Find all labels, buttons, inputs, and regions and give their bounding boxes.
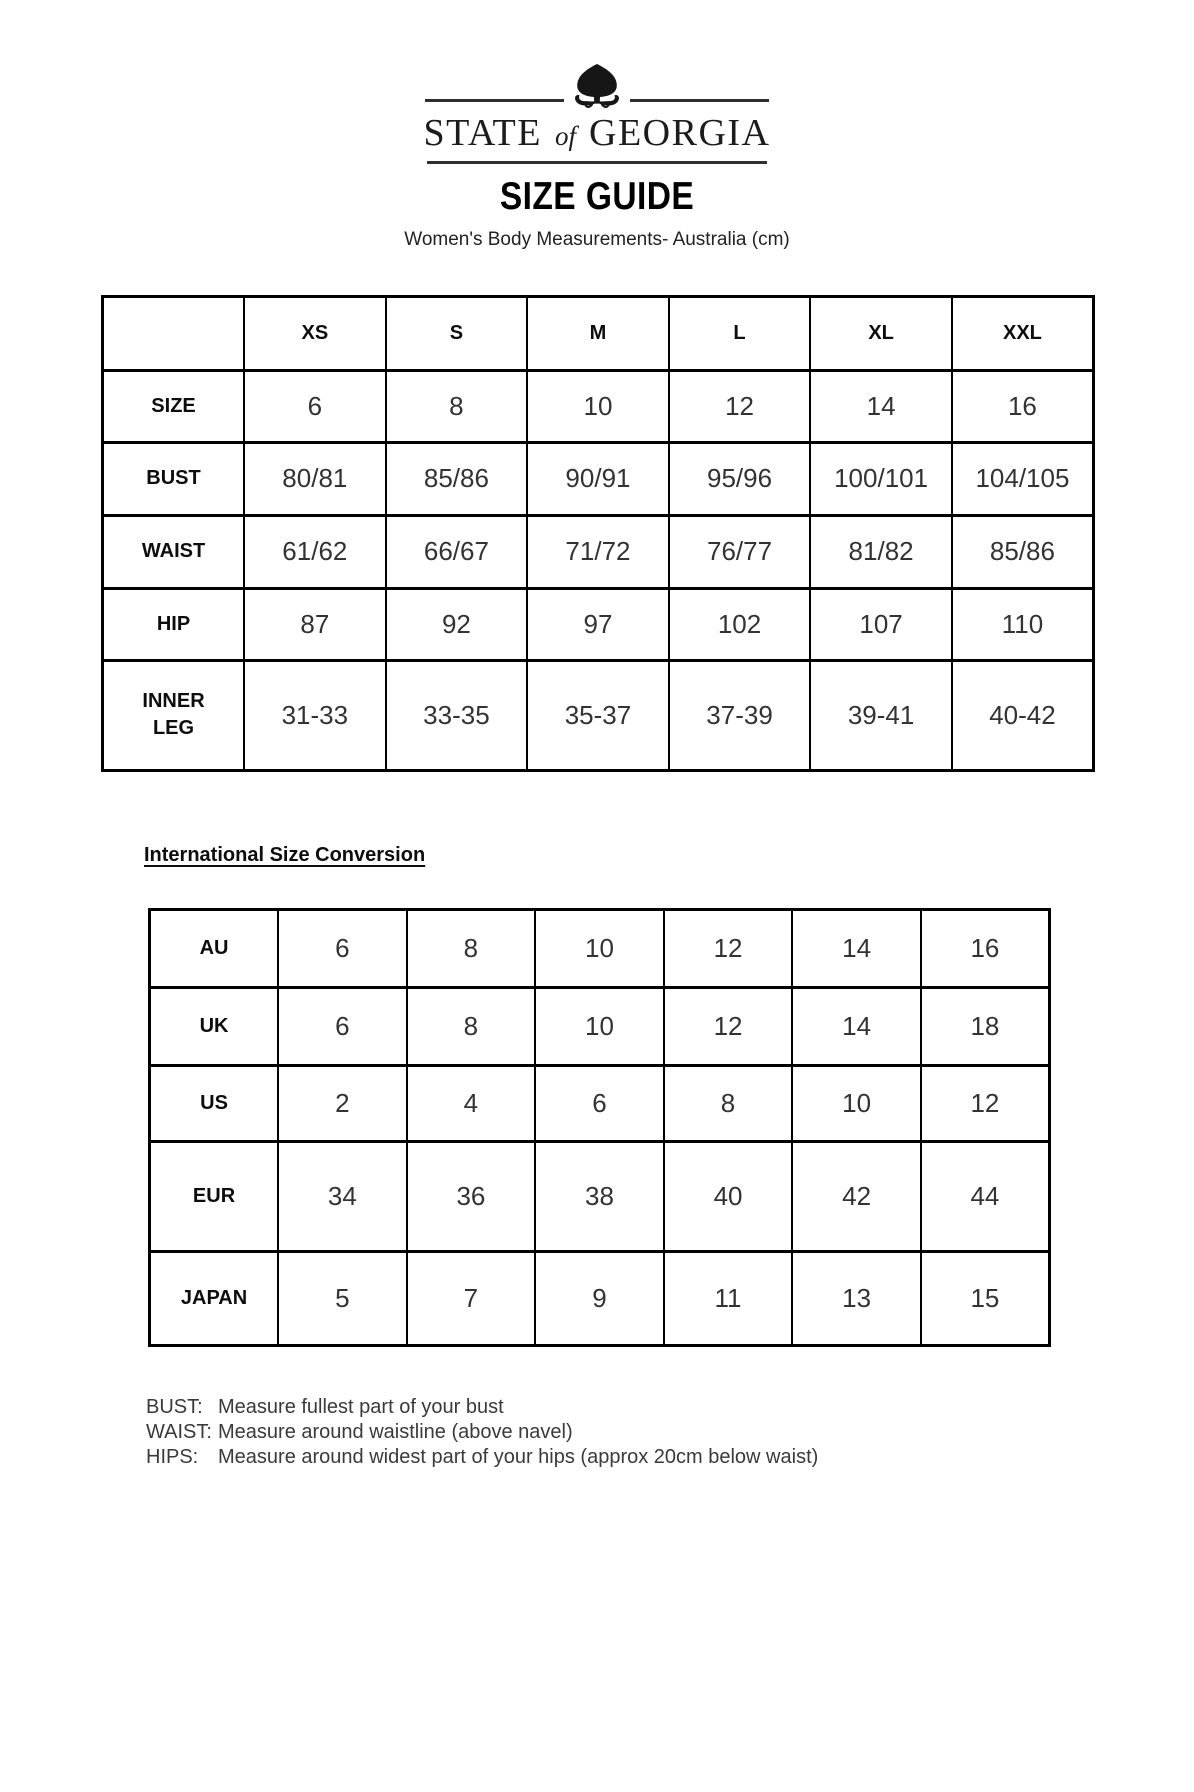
note-waist bbox=[146, 1420, 1194, 1445]
cell: 61/62 bbox=[244, 515, 386, 588]
cell: 95/96 bbox=[669, 442, 811, 515]
cell: 14 bbox=[792, 987, 921, 1065]
note-hips-label: HIPS: bbox=[146, 1445, 199, 1468]
brand-name-of: of bbox=[554, 121, 576, 151]
header-cell-l: L bbox=[669, 296, 811, 370]
note-hips-text: Measure around widest part of your hips (approx 20cm below waist) bbox=[218, 1445, 819, 1468]
cell: 18 bbox=[921, 987, 1050, 1065]
cell: 12 bbox=[669, 370, 811, 442]
cell: 110 bbox=[952, 588, 1094, 660]
cell: 8 bbox=[407, 987, 536, 1065]
row-label-eur: EUR bbox=[150, 1141, 279, 1251]
measurement-notes bbox=[146, 1395, 1194, 1470]
cell: 35-37 bbox=[527, 660, 669, 770]
cell: 5 bbox=[278, 1251, 407, 1345]
cell: 7 bbox=[407, 1251, 536, 1345]
cell: 34 bbox=[278, 1141, 407, 1251]
cell: 10 bbox=[527, 370, 669, 442]
logo-left-rule bbox=[425, 99, 564, 102]
cell: 6 bbox=[278, 909, 407, 987]
row-inner-leg bbox=[103, 660, 1094, 770]
cell: 85/86 bbox=[952, 515, 1094, 588]
cell: 92 bbox=[386, 588, 528, 660]
brand-logo bbox=[0, 0, 1194, 164]
cell: 9 bbox=[535, 1251, 664, 1345]
row-waist bbox=[103, 515, 1094, 588]
cell: 2 bbox=[278, 1065, 407, 1141]
cell: 10 bbox=[792, 1065, 921, 1141]
row-label-japan: JAPAN bbox=[150, 1251, 279, 1345]
row-label-hip: HIP bbox=[103, 588, 245, 660]
cell: 97 bbox=[527, 588, 669, 660]
cell: 107 bbox=[810, 588, 952, 660]
cell: 87 bbox=[244, 588, 386, 660]
cell: 6 bbox=[244, 370, 386, 442]
cell: 14 bbox=[792, 909, 921, 987]
page-title: SIZE GUIDE bbox=[499, 175, 695, 218]
header-cell-xl: XL bbox=[810, 296, 952, 370]
cell: 16 bbox=[921, 909, 1050, 987]
cell: 6 bbox=[278, 987, 407, 1065]
header-cell-empty bbox=[103, 296, 245, 370]
header-cell-m: M bbox=[527, 296, 669, 370]
brand-name-state: STATE bbox=[423, 112, 542, 154]
cell: 4 bbox=[407, 1065, 536, 1141]
cell: 66/67 bbox=[386, 515, 528, 588]
cell: 85/86 bbox=[386, 442, 528, 515]
conversion-table bbox=[148, 908, 1051, 1347]
brand-name-georgia: GEORGIA bbox=[589, 112, 771, 154]
measurements-table bbox=[101, 295, 1095, 772]
row-label-us: US bbox=[150, 1065, 279, 1141]
row-eur bbox=[150, 1141, 1050, 1251]
cell: 81/82 bbox=[810, 515, 952, 588]
cell: 8 bbox=[664, 1065, 793, 1141]
row-uk bbox=[150, 987, 1050, 1065]
note-bust-text: Measure fullest part of your bust bbox=[218, 1395, 504, 1418]
row-size bbox=[103, 370, 1094, 442]
cell: 33-35 bbox=[386, 660, 528, 770]
cell: 38 bbox=[535, 1141, 664, 1251]
cell: 100/101 bbox=[810, 442, 952, 515]
cell: 6 bbox=[535, 1065, 664, 1141]
header-cell-xs: XS bbox=[244, 296, 386, 370]
cell: 14 bbox=[810, 370, 952, 442]
row-bust bbox=[103, 442, 1094, 515]
logo-underline-rule bbox=[427, 161, 767, 164]
row-label-size: SIZE bbox=[103, 370, 245, 442]
tree-icon bbox=[564, 62, 630, 109]
cell: 12 bbox=[921, 1065, 1050, 1141]
cell: 10 bbox=[535, 909, 664, 987]
cell: 16 bbox=[952, 370, 1094, 442]
cell: 39-41 bbox=[810, 660, 952, 770]
measurements-header-row bbox=[103, 296, 1094, 370]
note-waist-text: Measure around waistline (above navel) bbox=[218, 1420, 573, 1443]
cell: 40 bbox=[664, 1141, 793, 1251]
cell: 12 bbox=[664, 909, 793, 987]
note-hips bbox=[146, 1445, 1194, 1470]
cell: 80/81 bbox=[244, 442, 386, 515]
logo-right-rule bbox=[630, 99, 769, 102]
row-au bbox=[150, 909, 1050, 987]
cell: 36 bbox=[407, 1141, 536, 1251]
cell: 12 bbox=[664, 987, 793, 1065]
header-cell-s: S bbox=[386, 296, 528, 370]
conversion-heading: International Size Conversion bbox=[144, 843, 426, 866]
cell: 71/72 bbox=[527, 515, 669, 588]
note-bust-label: BUST: bbox=[146, 1395, 203, 1418]
row-japan bbox=[150, 1251, 1050, 1345]
cell: 40-42 bbox=[952, 660, 1094, 770]
cell: 8 bbox=[407, 909, 536, 987]
page-subtitle: Women's Body Measurements- Australia (cm) bbox=[404, 229, 790, 250]
brand-name bbox=[0, 114, 1194, 152]
row-hip bbox=[103, 588, 1094, 660]
row-label-uk: UK bbox=[150, 987, 279, 1065]
cell: 102 bbox=[669, 588, 811, 660]
row-label-inner-leg: INNER LEG bbox=[103, 660, 245, 770]
logo-top-row bbox=[0, 0, 1194, 109]
row-label-au: AU bbox=[150, 909, 279, 987]
cell: 37-39 bbox=[669, 660, 811, 770]
note-bust bbox=[146, 1395, 1194, 1420]
cell: 90/91 bbox=[527, 442, 669, 515]
cell: 8 bbox=[386, 370, 528, 442]
row-us bbox=[150, 1065, 1050, 1141]
cell: 76/77 bbox=[669, 515, 811, 588]
cell: 10 bbox=[535, 987, 664, 1065]
row-label-waist: WAIST bbox=[103, 515, 245, 588]
cell: 31-33 bbox=[244, 660, 386, 770]
header-cell-xxl: XXL bbox=[952, 296, 1094, 370]
note-waist-label: WAIST: bbox=[146, 1420, 212, 1443]
cell: 44 bbox=[921, 1141, 1050, 1251]
cell: 13 bbox=[792, 1251, 921, 1345]
cell: 15 bbox=[921, 1251, 1050, 1345]
cell: 104/105 bbox=[952, 442, 1094, 515]
row-label-bust: BUST bbox=[103, 442, 245, 515]
cell: 11 bbox=[664, 1251, 793, 1345]
cell: 42 bbox=[792, 1141, 921, 1251]
